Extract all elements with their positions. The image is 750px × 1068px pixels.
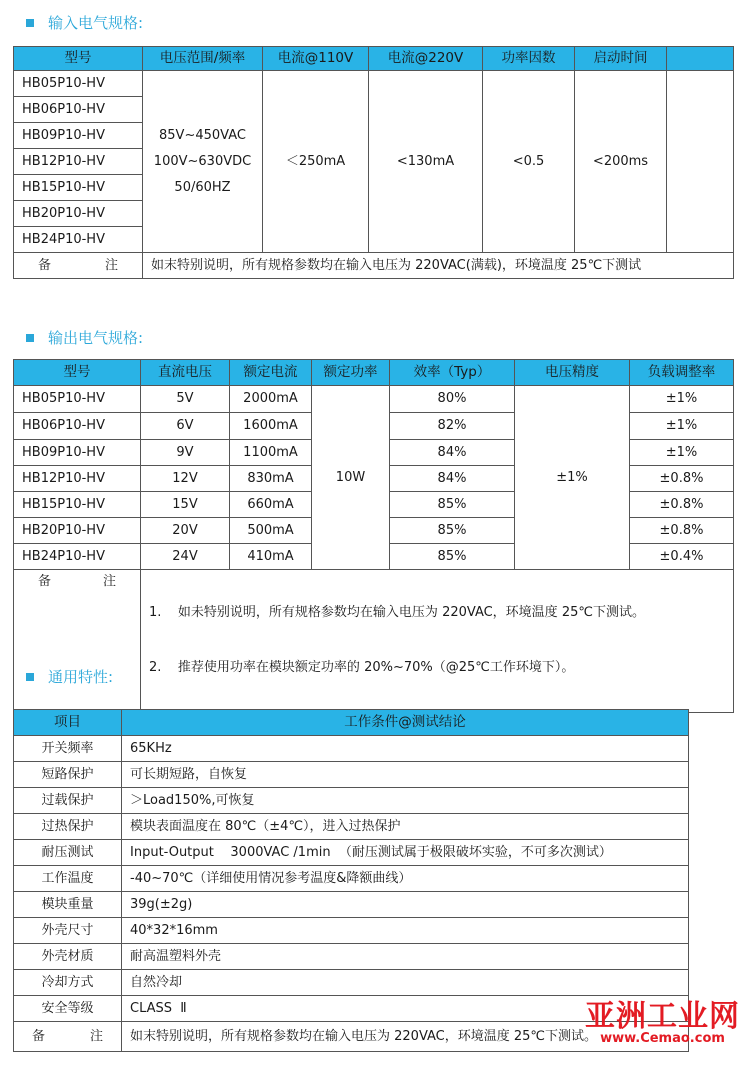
input-header-row	[14, 47, 734, 71]
blank-cell	[667, 71, 734, 253]
item-cell: 安全等级	[14, 996, 122, 1022]
efficiency-cell: 85%	[390, 544, 515, 570]
item-cell: 冷却方式	[14, 970, 122, 996]
note-label-a: 备	[38, 574, 52, 589]
col-header	[667, 47, 734, 71]
output-section-title	[26, 327, 143, 348]
model-cell: HB15P10-HV	[14, 175, 143, 201]
value-cell: 可长期短路，自恢复	[122, 762, 689, 788]
general-section-title	[26, 666, 113, 687]
note-label	[14, 253, 143, 279]
general-note-text: 如末特别说明，所有规格参数均在输入电压为 220VAC，环境温度 25℃下测试。	[122, 1022, 689, 1052]
model-cell: HB20P10-HV	[14, 518, 141, 544]
model-cell: HB20P10-HV	[14, 201, 143, 227]
col-header: 额定电流	[230, 360, 312, 386]
regulation-cell: ±0.8%	[630, 492, 734, 518]
model-cell: HB09P10-HV	[14, 123, 143, 149]
voltage-cell: 6V	[141, 413, 230, 440]
efficiency-cell: 82%	[390, 413, 515, 440]
col-header: 工作条件@测试结论	[122, 710, 689, 736]
item-cell: 外壳材质	[14, 944, 122, 970]
current-cell: 830mA	[230, 466, 312, 492]
table-row	[14, 788, 689, 814]
watermark-brand: 亚洲工业网	[585, 999, 740, 1034]
model-cell: HB05P10-HV	[14, 386, 141, 413]
value-cell: 40*32*16mm	[122, 918, 689, 944]
watermark-url: www.Cemao.com	[600, 1031, 725, 1046]
voltage-cell: 5V	[141, 386, 230, 413]
regulation-cell: ±1%	[630, 413, 734, 440]
note-label-a: 备	[38, 257, 52, 273]
current-cell: 500mA	[230, 518, 312, 544]
col-header: 启动时间	[575, 47, 667, 71]
voltage-cell: 20V	[141, 518, 230, 544]
output-note-line: 2. 推荐使用功率在模块额定功率的 20%~70%（@25℃工作环境下）。	[149, 660, 575, 676]
voltage-cell: 15V	[141, 492, 230, 518]
output-spec-table	[13, 359, 734, 713]
input-section-title	[26, 12, 143, 33]
voltage-cell: 24V	[141, 544, 230, 570]
note-label-b: 注	[102, 574, 116, 589]
accuracy-cell: ±1%	[515, 386, 630, 570]
value-cell: 65KHz	[122, 736, 689, 762]
model-cell: HB15P10-HV	[14, 492, 141, 518]
regulation-cell: ±1%	[630, 386, 734, 413]
value-cell: 自然冷却	[122, 970, 689, 996]
current-cell: 660mA	[230, 492, 312, 518]
voltage-range-cell	[143, 71, 263, 253]
table-row	[14, 762, 689, 788]
input-note-row	[14, 253, 734, 279]
value-cell: 模块表面温度在 80℃（±4℃），进入过热保护	[122, 814, 689, 840]
item-cell: 短路保护	[14, 762, 122, 788]
efficiency-cell: 80%	[390, 386, 515, 413]
table-row	[14, 840, 689, 866]
current-110-cell: ＜250mA	[263, 71, 369, 253]
output-note-line: 1. 如未特别说明，所有规格参数均在输入电压为 220VAC，环境温度 25℃下测试。	[149, 605, 645, 621]
general-header-row	[14, 710, 689, 736]
model-cell: HB06P10-HV	[14, 97, 143, 123]
item-cell: 模块重量	[14, 892, 122, 918]
voltage-line: 85V~450VAC	[159, 127, 246, 143]
input-spec-table	[13, 46, 734, 279]
col-header: 电压范围/频率	[143, 47, 263, 71]
power-factor-cell: <0.5	[483, 71, 575, 253]
model-cell: HB06P10-HV	[14, 413, 141, 440]
current-cell: 1100mA	[230, 440, 312, 466]
note-label-a: 备	[32, 1028, 46, 1044]
efficiency-cell: 85%	[390, 518, 515, 544]
col-header: 项目	[14, 710, 122, 736]
item-cell: 耐压测试	[14, 840, 122, 866]
note-label-b: 注	[104, 257, 118, 273]
section-bullet-icon	[26, 19, 34, 27]
value-cell: ＞Load150%,可恢复	[122, 788, 689, 814]
output-notes	[141, 570, 734, 713]
output-header-row	[14, 360, 734, 386]
col-header: 电流@110V	[263, 47, 369, 71]
current-220-cell: <130mA	[369, 71, 483, 253]
model-cell: HB12P10-HV	[14, 149, 143, 175]
voltage-line: 50/60HZ	[174, 179, 231, 195]
value-cell: CLASS Ⅱ	[122, 996, 689, 1022]
general-section-title-text: 通用特性:	[48, 668, 114, 686]
voltage-cell: 12V	[141, 466, 230, 492]
col-header: 电压精度	[515, 360, 630, 386]
item-cell: 工作温度	[14, 866, 122, 892]
item-cell: 过热保护	[14, 814, 122, 840]
section-bullet-icon	[26, 673, 34, 681]
item-cell: 过载保护	[14, 788, 122, 814]
model-cell: HB24P10-HV	[14, 544, 141, 570]
table-row	[14, 944, 689, 970]
model-cell: HB09P10-HV	[14, 440, 141, 466]
regulation-cell: ±0.8%	[630, 518, 734, 544]
col-header: 功率因数	[483, 47, 575, 71]
efficiency-cell: 84%	[390, 466, 515, 492]
note-label	[14, 1022, 122, 1052]
table-row	[14, 736, 689, 762]
rated-power-cell: 10W	[312, 386, 390, 570]
output-note-row	[14, 570, 734, 713]
table-row	[14, 918, 689, 944]
col-header: 型号	[14, 360, 141, 386]
item-cell: 外壳尺寸	[14, 918, 122, 944]
table-row	[14, 386, 734, 413]
col-header: 负载调整率	[630, 360, 734, 386]
table-row	[14, 892, 689, 918]
current-cell: 2000mA	[230, 386, 312, 413]
col-header: 电流@220V	[369, 47, 483, 71]
input-note-text: 如末特别说明，所有规格参数均在输入电压为 220VAC(满载)，环境温度 25℃下测试	[143, 253, 734, 279]
watermark-logo	[585, 991, 740, 1046]
model-cell: HB05P10-HV	[14, 71, 143, 97]
value-cell: 耐高温塑料外壳	[122, 944, 689, 970]
regulation-cell: ±1%	[630, 440, 734, 466]
efficiency-cell: 85%	[390, 492, 515, 518]
col-header: 额定功率	[312, 360, 390, 386]
section-bullet-icon	[26, 334, 34, 342]
value-cell: Input-Output 3000VAC /1min （耐压测试属于极限破坏实验，不可多次测试）	[122, 840, 689, 866]
col-header: 效率（Typ）	[390, 360, 515, 386]
note-label-b: 注	[89, 1028, 103, 1044]
startup-time-cell: <200ms	[575, 71, 667, 253]
voltage-cell: 9V	[141, 440, 230, 466]
efficiency-cell: 84%	[390, 440, 515, 466]
item-cell: 开关频率	[14, 736, 122, 762]
model-cell: HB24P10-HV	[14, 227, 143, 253]
regulation-cell: ±0.4%	[630, 544, 734, 570]
value-cell: -40~70℃（详细使用情况参考温度&降额曲线）	[122, 866, 689, 892]
voltage-line: 100V~630VDC	[153, 153, 252, 169]
regulation-cell: ±0.8%	[630, 466, 734, 492]
current-cell: 1600mA	[230, 413, 312, 440]
current-cell: 410mA	[230, 544, 312, 570]
col-header: 直流电压	[141, 360, 230, 386]
model-cell: HB12P10-HV	[14, 466, 141, 492]
note-label	[14, 570, 141, 713]
table-row	[14, 866, 689, 892]
table-row	[14, 814, 689, 840]
output-section-title-text: 输出电气规格:	[48, 329, 144, 347]
col-header: 型号	[14, 47, 143, 71]
input-section-title-text: 输入电气规格:	[48, 14, 144, 32]
value-cell: 39g(±2g)	[122, 892, 689, 918]
